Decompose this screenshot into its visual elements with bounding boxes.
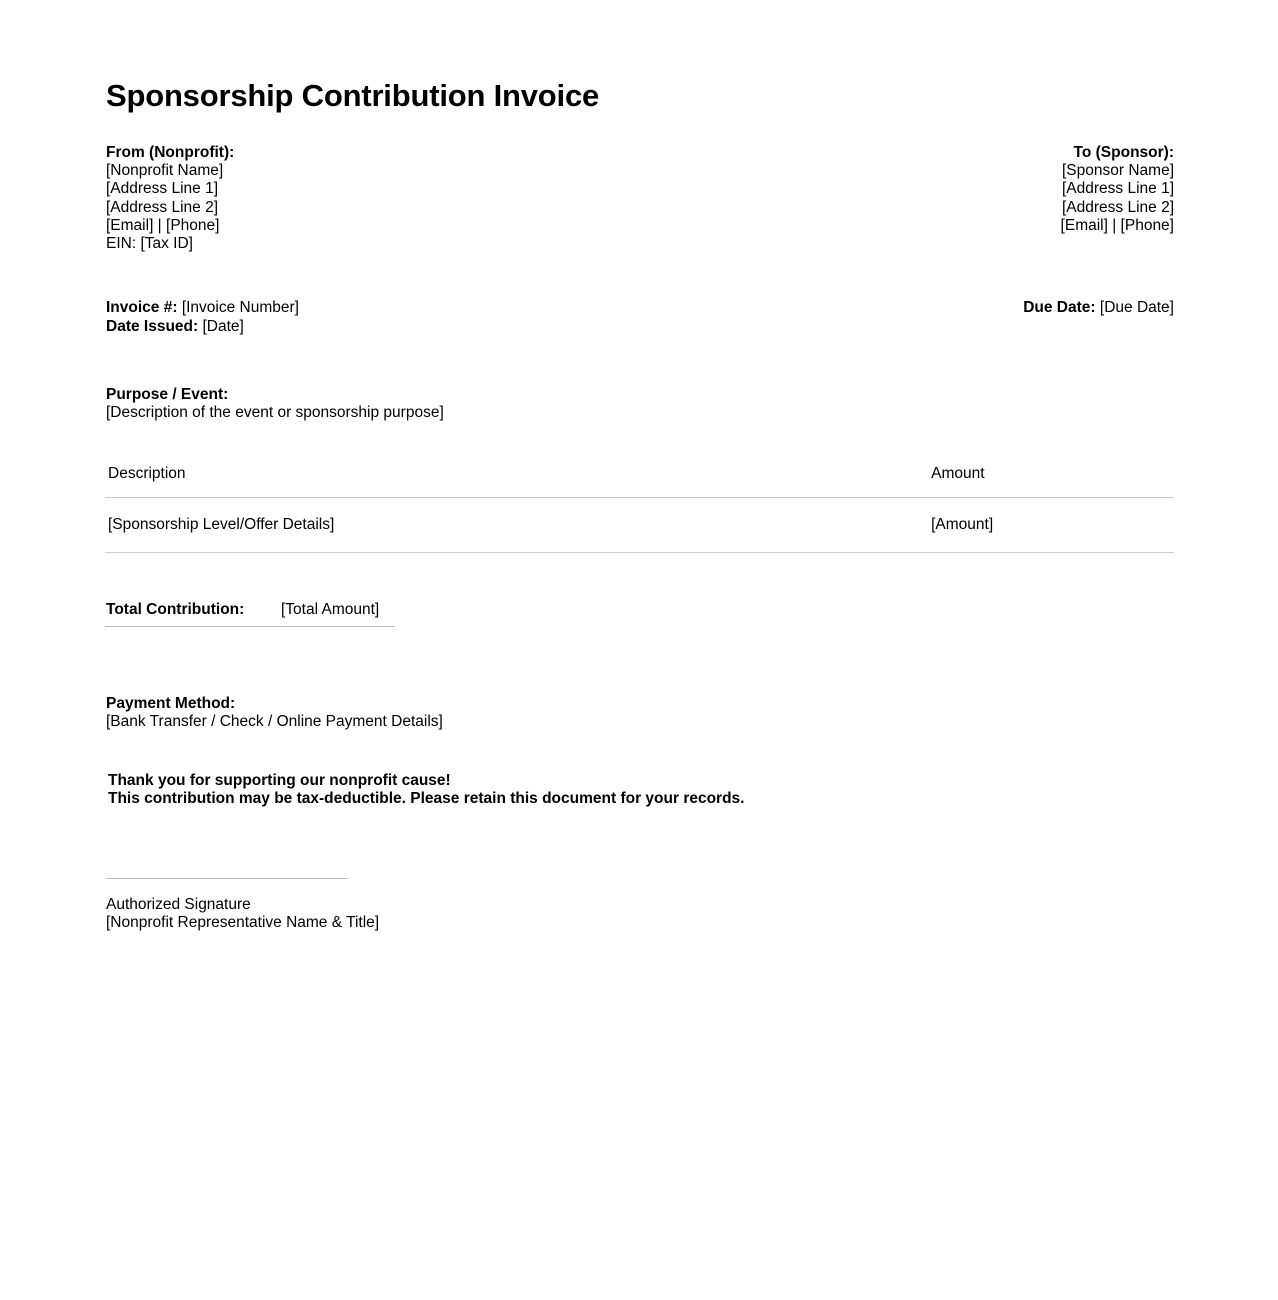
from-block <box>105 144 234 254</box>
due-date-value: [Due Date] <box>1099 299 1174 317</box>
tax-deductible-line: This contribution may be tax-deductible. Please retain this document for your records. <box>108 790 745 807</box>
from-line-contact: [Email] | [Phone] <box>106 216 220 234</box>
total-contribution-label: Total Contribution: <box>106 600 245 618</box>
signature-text-block <box>106 896 1174 933</box>
from-line-ein: EIN: [Tax ID] <box>106 235 193 253</box>
to-line-name: [Sponsor Name] <box>1062 161 1174 179</box>
signature-section <box>105 878 1174 933</box>
total-contribution-section <box>105 601 395 627</box>
from-heading: From (Nonprofit): <box>106 143 235 161</box>
thank-you-line: Thank you for supporting our nonprofit cause! <box>108 771 451 789</box>
to-heading: To (Sponsor): <box>1073 143 1174 161</box>
from-line-address2: [Address Line 2] <box>106 198 219 216</box>
representative-name-title: [Nonprofit Representative Name & Title] <box>106 913 380 931</box>
invoice-meta-right <box>1023 299 1174 317</box>
date-issued-row <box>106 318 299 336</box>
to-block <box>1061 144 1174 235</box>
payment-method-heading: Payment Method: <box>106 694 236 712</box>
purpose-text: [Description of the event or sponsorship purpose] <box>106 404 444 422</box>
line-items-body <box>105 497 1174 552</box>
due-date-label: Due Date: <box>1023 299 1096 317</box>
purpose-heading: Purpose / Event: <box>106 386 229 404</box>
purpose-section <box>105 386 1174 423</box>
from-line-name: [Nonprofit Name] <box>106 161 224 179</box>
total-contribution-value: [Total Amount] <box>281 600 380 618</box>
invoice-meta-section <box>105 299 1174 336</box>
cell-description: [Sponsorship Level/Offer Details] <box>105 497 928 552</box>
table-row <box>105 497 1174 552</box>
cell-amount: [Amount] <box>928 497 1174 552</box>
signature-line-rule <box>106 878 347 879</box>
to-line-address1: [Address Line 1] <box>1061 180 1174 198</box>
invoice-number-row <box>106 299 299 317</box>
thank-you-notes <box>105 772 1174 809</box>
line-items-header <box>105 465 1174 498</box>
line-items-table <box>105 465 1174 553</box>
date-issued-value: [Date] <box>202 317 244 335</box>
payment-method-section <box>105 695 1174 732</box>
column-header-description: Description <box>105 465 928 498</box>
authorized-signature-caption: Authorized Signature <box>106 895 251 913</box>
table-header-row <box>105 465 1174 498</box>
to-line-contact: [Email] | [Phone] <box>1060 216 1174 234</box>
payment-method-text: [Bank Transfer / Check / Online Payment Details] <box>106 713 443 731</box>
invoice-document <box>105 78 1174 932</box>
to-line-address2: [Address Line 2] <box>1061 198 1174 216</box>
page-title: Sponsorship Contribution Invoice <box>106 78 600 113</box>
invoice-number-value: [Invoice Number] <box>181 299 299 317</box>
parties-section <box>105 144 1174 254</box>
column-header-amount: Amount <box>928 465 1174 498</box>
invoice-meta-left <box>105 299 299 336</box>
from-line-address1: [Address Line 1] <box>106 180 219 198</box>
date-issued-label: Date Issued: <box>106 317 199 335</box>
due-date-row <box>1023 299 1174 317</box>
invoice-number-label: Invoice #: <box>106 299 178 317</box>
